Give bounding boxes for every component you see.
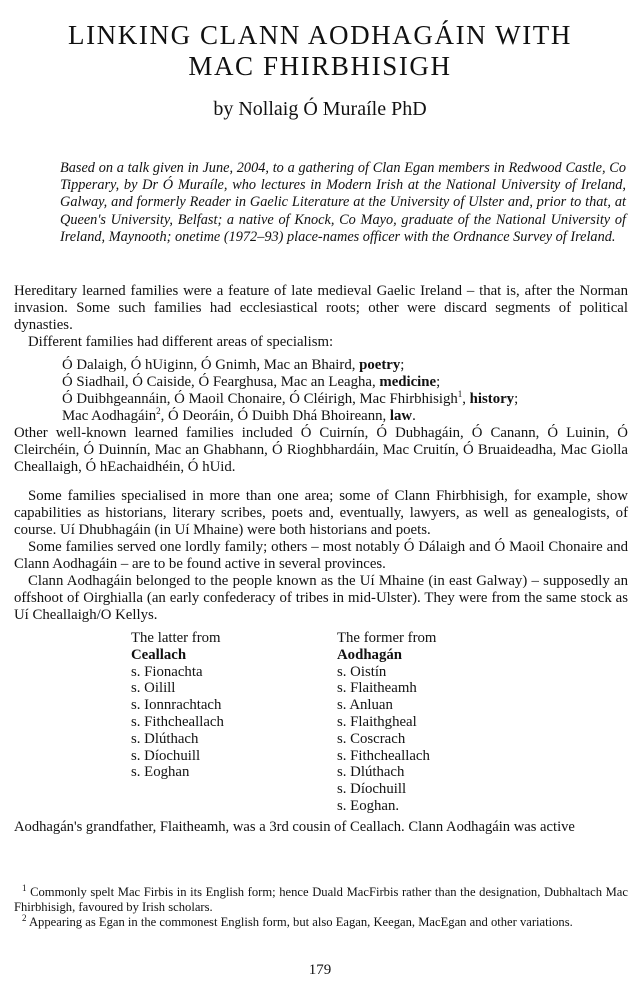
lineage-entry: s. Fithcheallach: [337, 747, 430, 764]
lineage-right-label: The former from: [337, 630, 437, 646]
paragraph-specialisms-lead: Different families had different areas of specialism:: [28, 334, 334, 350]
specialism-names: Ó Duibhgeannáin, Ó Maoil Chonaire, Ó Cléirigh, Mac Fhirbhisigh: [62, 391, 458, 407]
lineage-entry: s. Oistín: [337, 663, 387, 680]
footnote-ref-2[interactable]: 2: [156, 406, 161, 417]
specialism-medicine: [62, 374, 628, 391]
specialism-names: Ó Dalaigh, Ó hUiginn, Ó Gnimh, Mac an Bhaird,: [62, 357, 360, 373]
specialism-names: Mac Aodhagáin: [62, 408, 157, 424]
lineage-entry: s. Ionnrachtach: [131, 697, 222, 714]
title-line-1: LINKING CLANN AODHAGÁIN WITH: [68, 20, 572, 50]
footnote-number: 2: [22, 912, 27, 923]
specialism-field: history: [469, 391, 515, 407]
lineage-entry: s. Fionachta: [131, 663, 203, 680]
lineage-table: [131, 630, 628, 815]
lineage-right-column: [337, 630, 543, 815]
lineage-entry: s. Fithcheallach: [131, 713, 224, 730]
lineage-entry: s. Anluan: [337, 697, 393, 714]
lineage-entry: s. Eoghan.: [337, 797, 400, 814]
lineage-entry: s. Dlúthach: [337, 764, 405, 781]
specialism-tail: ;: [514, 391, 519, 407]
specialism-list: [62, 357, 628, 425]
title-line-2: MAC FHIRBHISIGH: [188, 51, 452, 81]
specialism-tail: ;: [436, 374, 441, 390]
paragraph-lordly-families: Some families served one lordly family; others – most notably Ó Dálaigh and Ó Maoil Chonaire and Clann Aodhagáin – are to be found active in several provinces.: [14, 539, 628, 572]
lineage-entry: s. Díochuill: [337, 781, 407, 798]
lineage-left-column: [131, 630, 337, 815]
other-families: Other well-known learned families included Ó Cuirnín, Ó Dubhagáin, Ó Canann, Ó Luinin, Ó Cleirchéin, Ó Duinnín, Mac an Ghabhann, Ó Rioghbhardáin, Mac Cruitín, Ó Bruaideadha, Mac Giolla Cheallaigh, Ó hEachaidhéin, Ó hUid.: [14, 425, 628, 475]
footnote-ref-1[interactable]: 1: [457, 389, 463, 400]
footnote-number: 1: [22, 882, 27, 893]
author-byline: by Nollaig Ó Muraíle PhD: [213, 98, 427, 120]
footnotes: [14, 882, 628, 930]
spacer: [14, 476, 628, 488]
lineage-left-label: The latter from: [131, 630, 221, 646]
footnote-text: Appearing as Egan in the commonest English form, but also Eagan, Keegan, MacEgan and other variations.: [26, 915, 573, 929]
lineage-entry: s. Díochuill: [131, 747, 201, 764]
footnote-1: [14, 882, 628, 915]
lineage-left-head: Ceallach: [131, 646, 187, 663]
footnote-text: Commonly spelt Mac Firbis in its English form; hence Duald MacFirbis rather than the designation, Dubhaltach Mac Fhirbhisigh, favoured by Irish scholars.: [14, 885, 628, 914]
specialism-names: Ó Siadhail, Ó Caiside, Ó Fearghusa, Mac an Leagha,: [62, 374, 380, 390]
specialism-tail: .: [412, 408, 416, 424]
footnote-2: [14, 912, 628, 930]
specialism-field: medicine: [379, 374, 437, 390]
page-number: 179: [308, 962, 332, 978]
specialism-sep: , Ó Deoráin, Ó Duibh Dhá Bhoireann,: [160, 408, 390, 424]
paragraph-ui-mhaine: Clann Aodhagáin belonged to the people known as the Uí Mhaine (in east Galway) – supposedly an offshoot of Oirghialla (an early confederacy of tribes in mid-Ulster). They were from the same stock as Uí Cheallaigh/O Kellys.: [14, 573, 628, 623]
abstract: Based on a talk given in June, 2004, to a gathering of Clan Egan members in Redwood Castle, Co Tipperary, by Dr Ó Muraíle, who lectures in Modern Irish at the National University of Ireland, Galway, and formerly Reader in Gaelic Literature at the University of Ulster and, prior to that, at Queen's University, Belfast; a native of Knock, Co Mayo, graduate of the National University of Ireland, Maynooth; onetime (1972–93) place-names officer with the Ordnance Survey of Ireland.: [60, 160, 626, 245]
specialism-poetry: [62, 357, 628, 374]
paragraph-intro: Hereditary learned families were a feature of late medieval Gaelic Ireland – that is, after the Norman invasion. Some such families had ecclesiastical roots; other were discard segments of political dynasties.: [14, 283, 628, 333]
article-body: [14, 283, 628, 836]
article-title: [10, 20, 630, 82]
lineage-entry: s. Eoghan: [131, 764, 190, 781]
specialism-sep: ,: [462, 391, 470, 407]
lineage-entry: s. Dlúthach: [131, 730, 199, 747]
lineage-entry: s. Flaitheamh: [337, 680, 417, 697]
specialism-tail: ;: [400, 357, 405, 373]
specialism-field: law: [389, 408, 413, 424]
lineage-entry: s. Flaithgheal: [337, 713, 417, 730]
paragraph-multiple-areas: Some families specialised in more than one area; some of Clann Fhirbhisigh, for example, show capabilities as historians, literary scribes, poets and, eventually, lawyers, as well as genealogists, of course. Uí Dhubhagáin (in Uí Mhaine) were both historians and poets.: [14, 488, 628, 538]
specialism-history: [62, 391, 628, 408]
specialism-field: poetry: [359, 357, 401, 373]
lineage-entry: s. Coscrach: [337, 730, 406, 747]
lineage-right-head: Aodhagán: [337, 646, 402, 663]
specialism-law: [62, 408, 628, 425]
lineage-entry: s. Oilill: [131, 680, 176, 697]
paragraph-grandfather: Aodhagán's grandfather, Flaitheamh, was a 3rd cousin of Ceallach. Clann Aodhagáin was active: [14, 818, 575, 835]
